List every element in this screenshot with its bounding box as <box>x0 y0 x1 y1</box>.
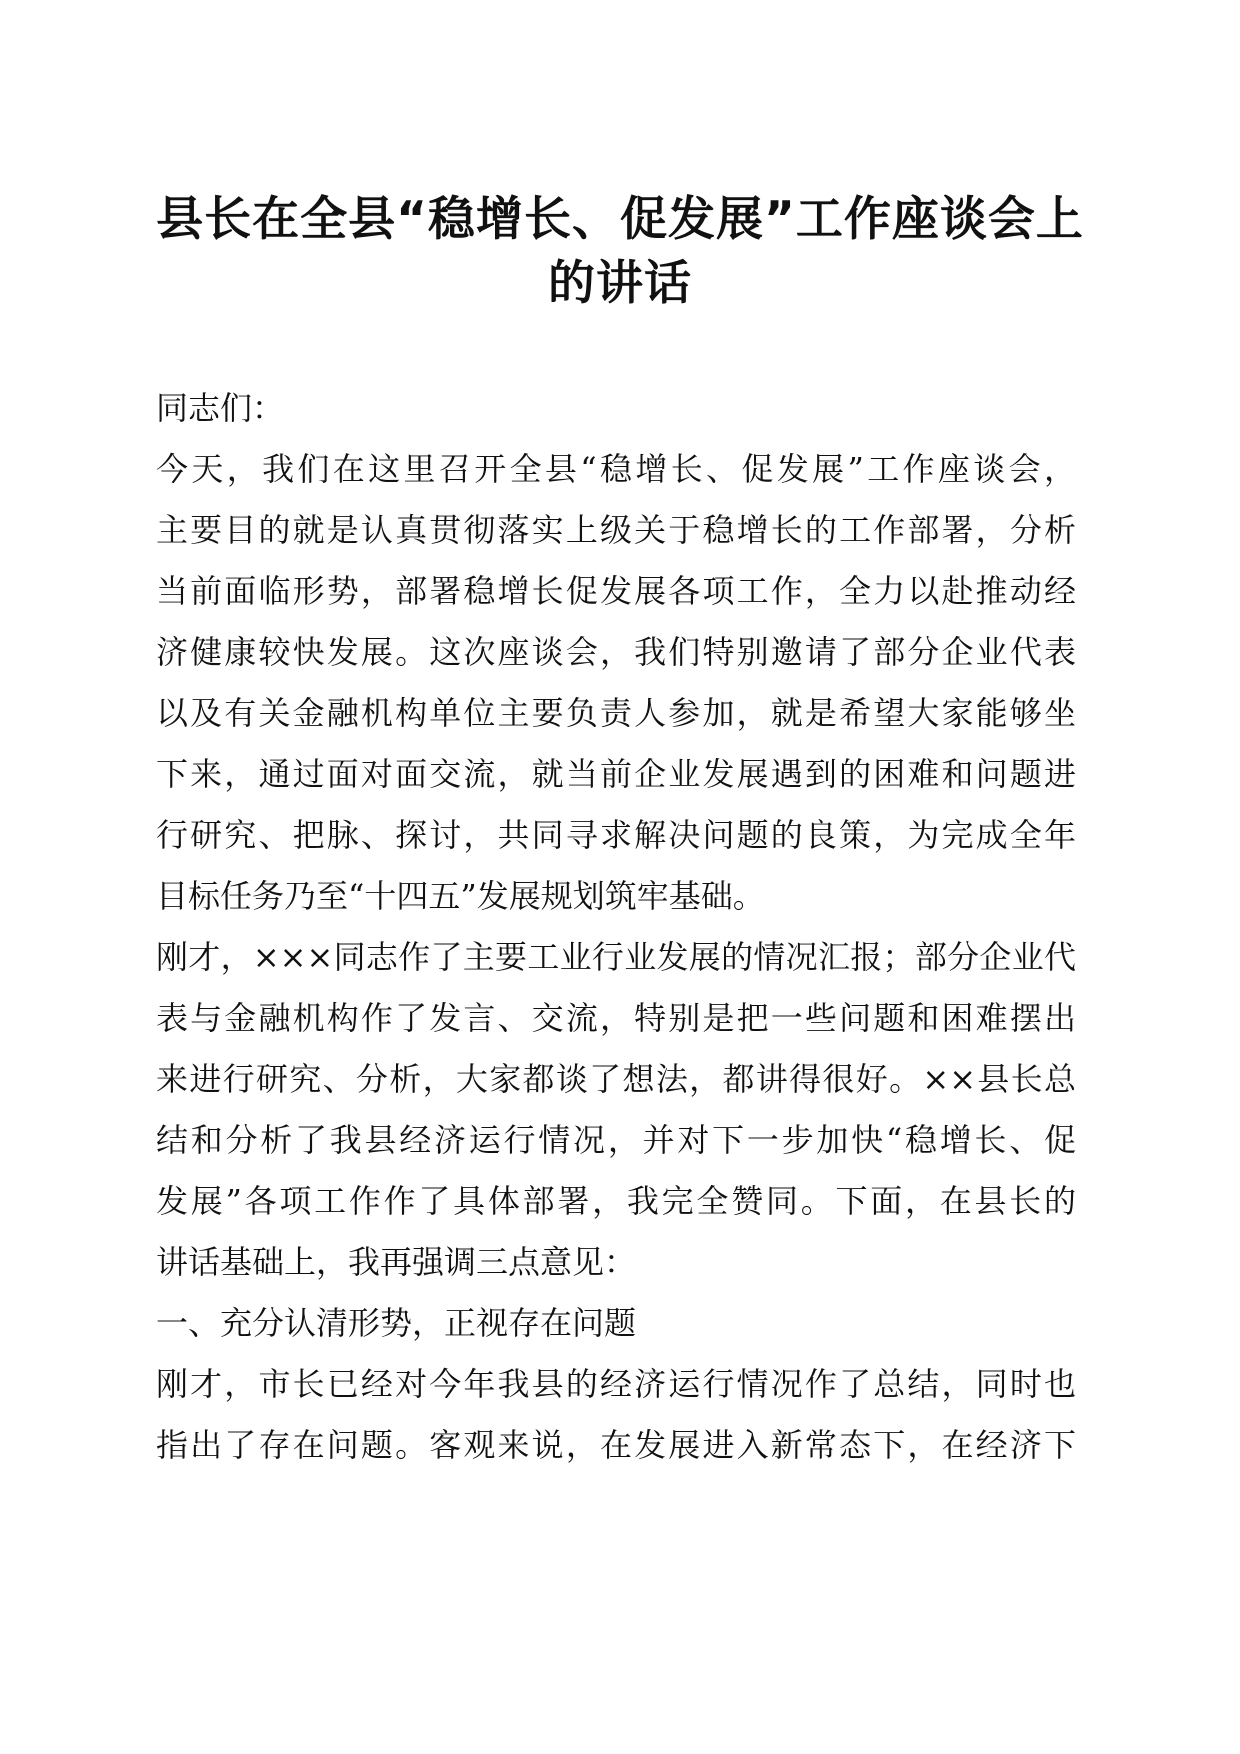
text-line: 结和分析了我县经济运行情况，并对下一步加快“稳增长、促 <box>156 1121 1076 1159</box>
salutation: 同志们： <box>156 389 285 427</box>
text-line: 讲话基础上，我再强调三点意见： <box>156 1243 637 1281</box>
text-line: 来进行研究、分析，大家都谈了想法，都讲得很好。××县长总 <box>156 1060 1076 1098</box>
document-body <box>156 378 1076 1476</box>
title-line-2: 的讲话 <box>548 256 692 311</box>
document-title <box>140 188 1100 316</box>
text-line: 刚才，市长已经对今年我县的经济运行情况作了总结，同时也 <box>156 1365 1076 1403</box>
text-line: 下来，通过面对面交流，就当前企业发展遇到的困难和问题进 <box>156 755 1076 793</box>
text-line: 发展”各项工作作了具体部署，我完全赞同。下面，在县长的 <box>156 1182 1076 1220</box>
text-line: 目标任务乃至“十四五”发展规划筑牢基础。 <box>156 877 765 915</box>
title-line-1: 县长在全县“稳增长、促发展”工作座谈会上 <box>156 192 1084 247</box>
text-line: 指出了存在问题。客观来说，在发展进入新常态下，在经济下 <box>156 1426 1076 1464</box>
text-line: 今天，我们在这里召开全县“稳增长、促发展”工作座谈会， <box>156 450 1076 488</box>
text-line: 刚才，×××同志作了主要工业行业发展的情况汇报；部分企业代 <box>156 938 1076 976</box>
text-line: 济健康较快发展。这次座谈会，我们特别邀请了部分企业代表 <box>156 633 1076 671</box>
text-line: 以及有关金融机构单位主要负责人参加，就是希望大家能够坐 <box>156 694 1076 732</box>
text-line: 主要目的就是认真贯彻落实上级关于稳增长的工作部署，分析 <box>156 511 1076 549</box>
text-line: 当前面临形势，部署稳增长促发展各项工作，全力以赴推动经 <box>156 572 1076 610</box>
text-line: 行研究、把脉、探讨，共同寻求解决问题的良策，为完成全年 <box>156 816 1076 854</box>
section-heading: 一、充分认清形势，正视存在问题 <box>156 1304 637 1342</box>
text-line: 表与金融机构作了发言、交流，特别是把一些问题和困难摆出 <box>156 999 1076 1037</box>
